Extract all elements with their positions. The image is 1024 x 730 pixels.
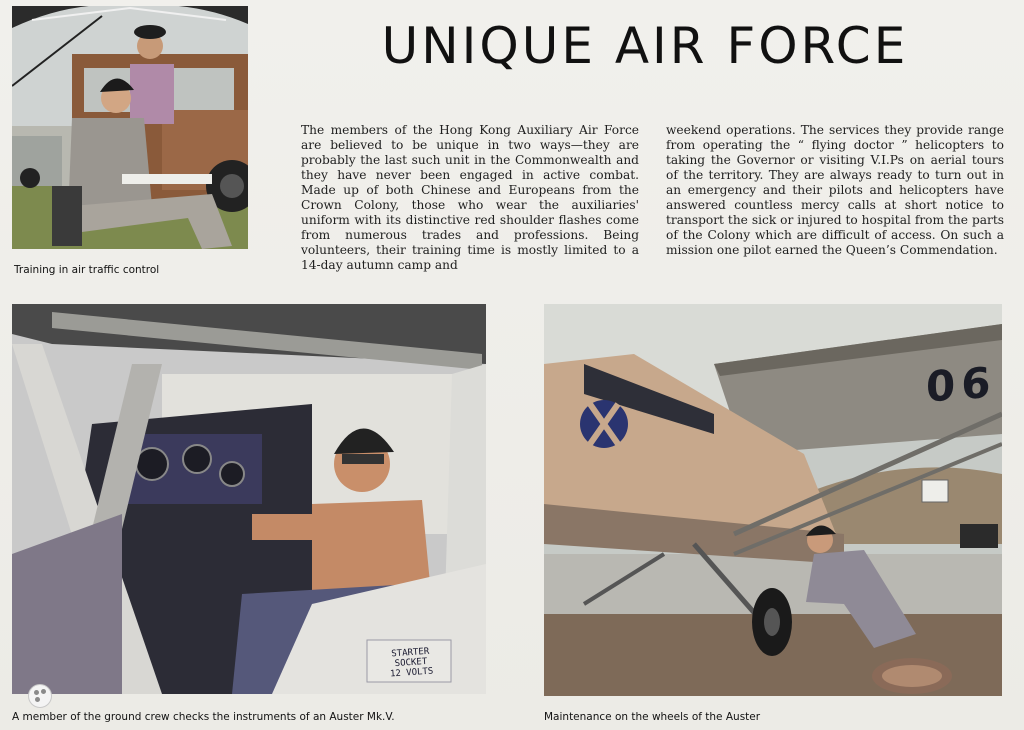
palette-icon <box>28 684 52 708</box>
photo-wheel-maintenance <box>544 304 1002 696</box>
caption-wheel-maintenance: Maintenance on the wheels of the Auster <box>544 711 761 723</box>
tail-marking-06: 06 <box>926 357 997 412</box>
article-title: UNIQUE AIR FORCE <box>381 17 909 75</box>
starter-socket-stencil <box>373 645 449 680</box>
stencil-line-1: STARTER <box>391 646 430 660</box>
photo-air-traffic-training <box>12 6 248 249</box>
article-paragraph-right: weekend operations. The services they provide range from operating the “ flying doctor ” helicopters to taking the Governor or visiting V.I.Ps on aerial tours of the territory. They are always ready to turn out in an emergency and their pilots and helicopters have answered countless mercy calls at short notice to transport the sick or injured to hospital from the parts of the Colony which are difficult of access. On such a mission one pilot earned the Queen’s Commendation. <box>666 123 1004 257</box>
caption-air-traffic-training: Training in air traffic control <box>14 264 160 276</box>
photo-cockpit-instruments <box>12 304 486 694</box>
stencil-line-2: SOCKET <box>394 656 428 670</box>
caption-cockpit-instruments: A member of the ground crew checks the instruments of an Auster Mk.V. <box>12 711 395 723</box>
photo-cockpit-instruments-image <box>12 304 486 694</box>
article-paragraph-left: The members of the Hong Kong Auxiliary Air Force are believed to be unique in two ways—they are probably the last such unit in the Commonwealth and they have never been engaged in active combat. Made up of both Chinese and Europeans from the Crown Colony, those who wear the auxiliaries' uniform with its distinctive red shoulder flashes come from numerous trades and professions. Being volunteers, their training time is mostly limited to a 14-day autumn camp and <box>301 123 639 272</box>
photo-air-traffic-training-image <box>12 6 248 249</box>
stencil-line-3: 12 VOLTS <box>389 666 434 680</box>
